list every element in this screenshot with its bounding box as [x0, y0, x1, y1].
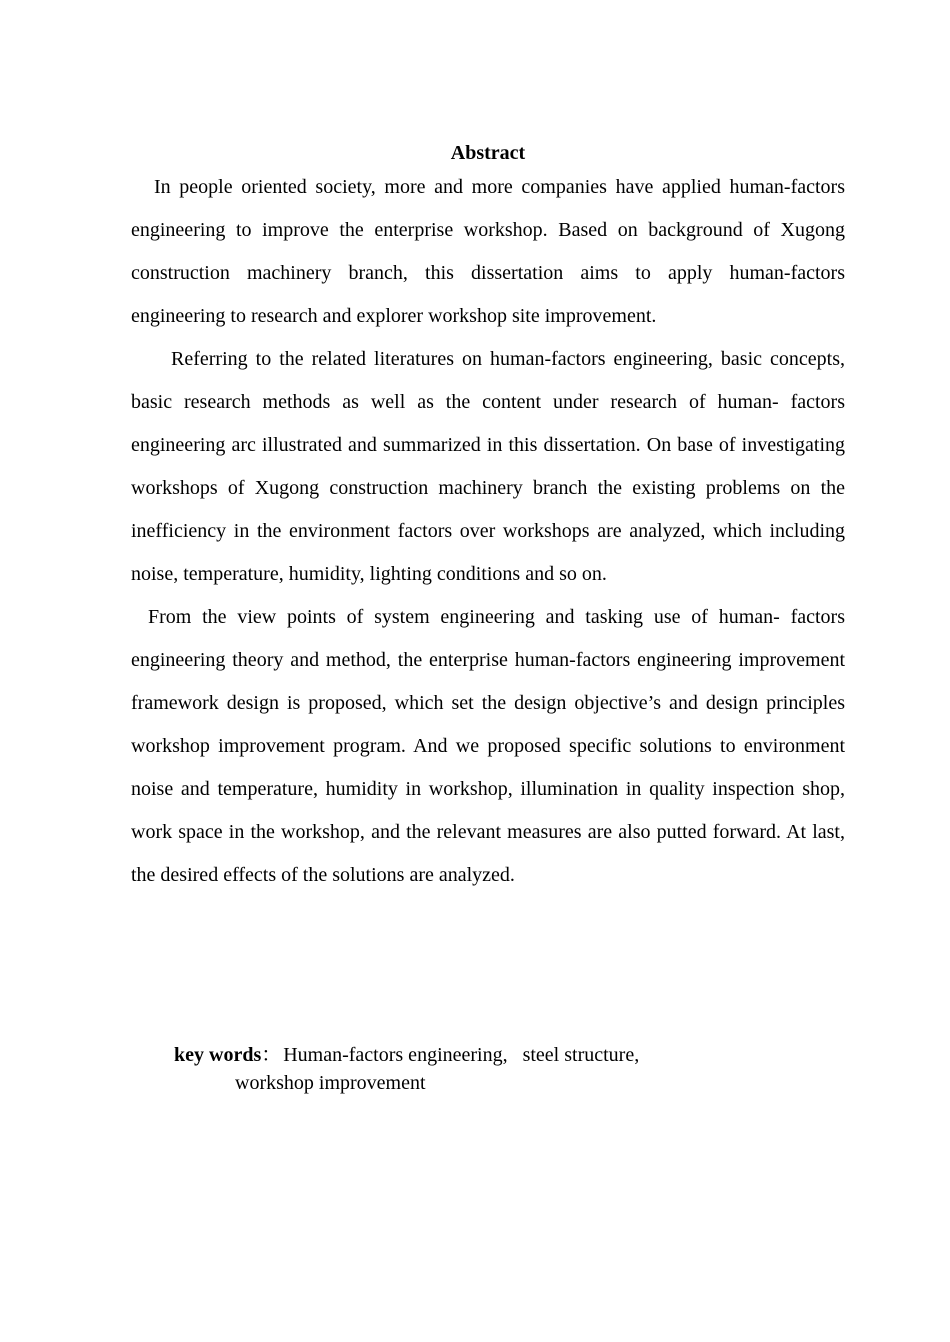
abstract-title: Abstract [450, 142, 526, 164]
keywords-line-2: workshop improvement [235, 1072, 426, 1094]
keywords-label: key words [174, 1044, 262, 1066]
abstract-paragraph-2: Referring to the related literatures on human-factors engineering, basic concepts, basic research methods as well as the content under research of human- factors engineering arc illustrated and summarized in this dissertation. On base of investigating workshops of Xugong construction machinery branch the existing problems on the inefficiency in the environment factors over workshops are analyzed, which including noise, temperature, humidity, lighting conditions and so on. [131, 348, 845, 585]
keywords-separator: ： [261, 1044, 282, 1066]
abstract-paragraph-1: In people oriented society, more and more companies have applied human-factors engineering to improve the enterprise workshop. Based on background of Xugong construction machinery branch, this dissertation aims to apply human-factors engineering to research and explorer workshop site improvement. [131, 176, 845, 327]
keywords-line-1: Human-factors engineering, steel structure, [283, 1044, 640, 1066]
abstract-paragraph-3: From the view points of system engineering and tasking use of human- factors engineering theory and method, the enterprise human-factors engineering improvement framework design is proposed, which set the design objective’s and design principles workshop improvement program. And we proposed specific solutions to environment noise and temperature, humidity in workshop, illumination in quality inspection shop, work space in the workshop, and the relevant measures are also putted forward. At last, the desired effects of the solutions are analyzed. [131, 606, 845, 886]
keywords-block [174, 1041, 774, 1097]
abstract-body [131, 166, 845, 897]
